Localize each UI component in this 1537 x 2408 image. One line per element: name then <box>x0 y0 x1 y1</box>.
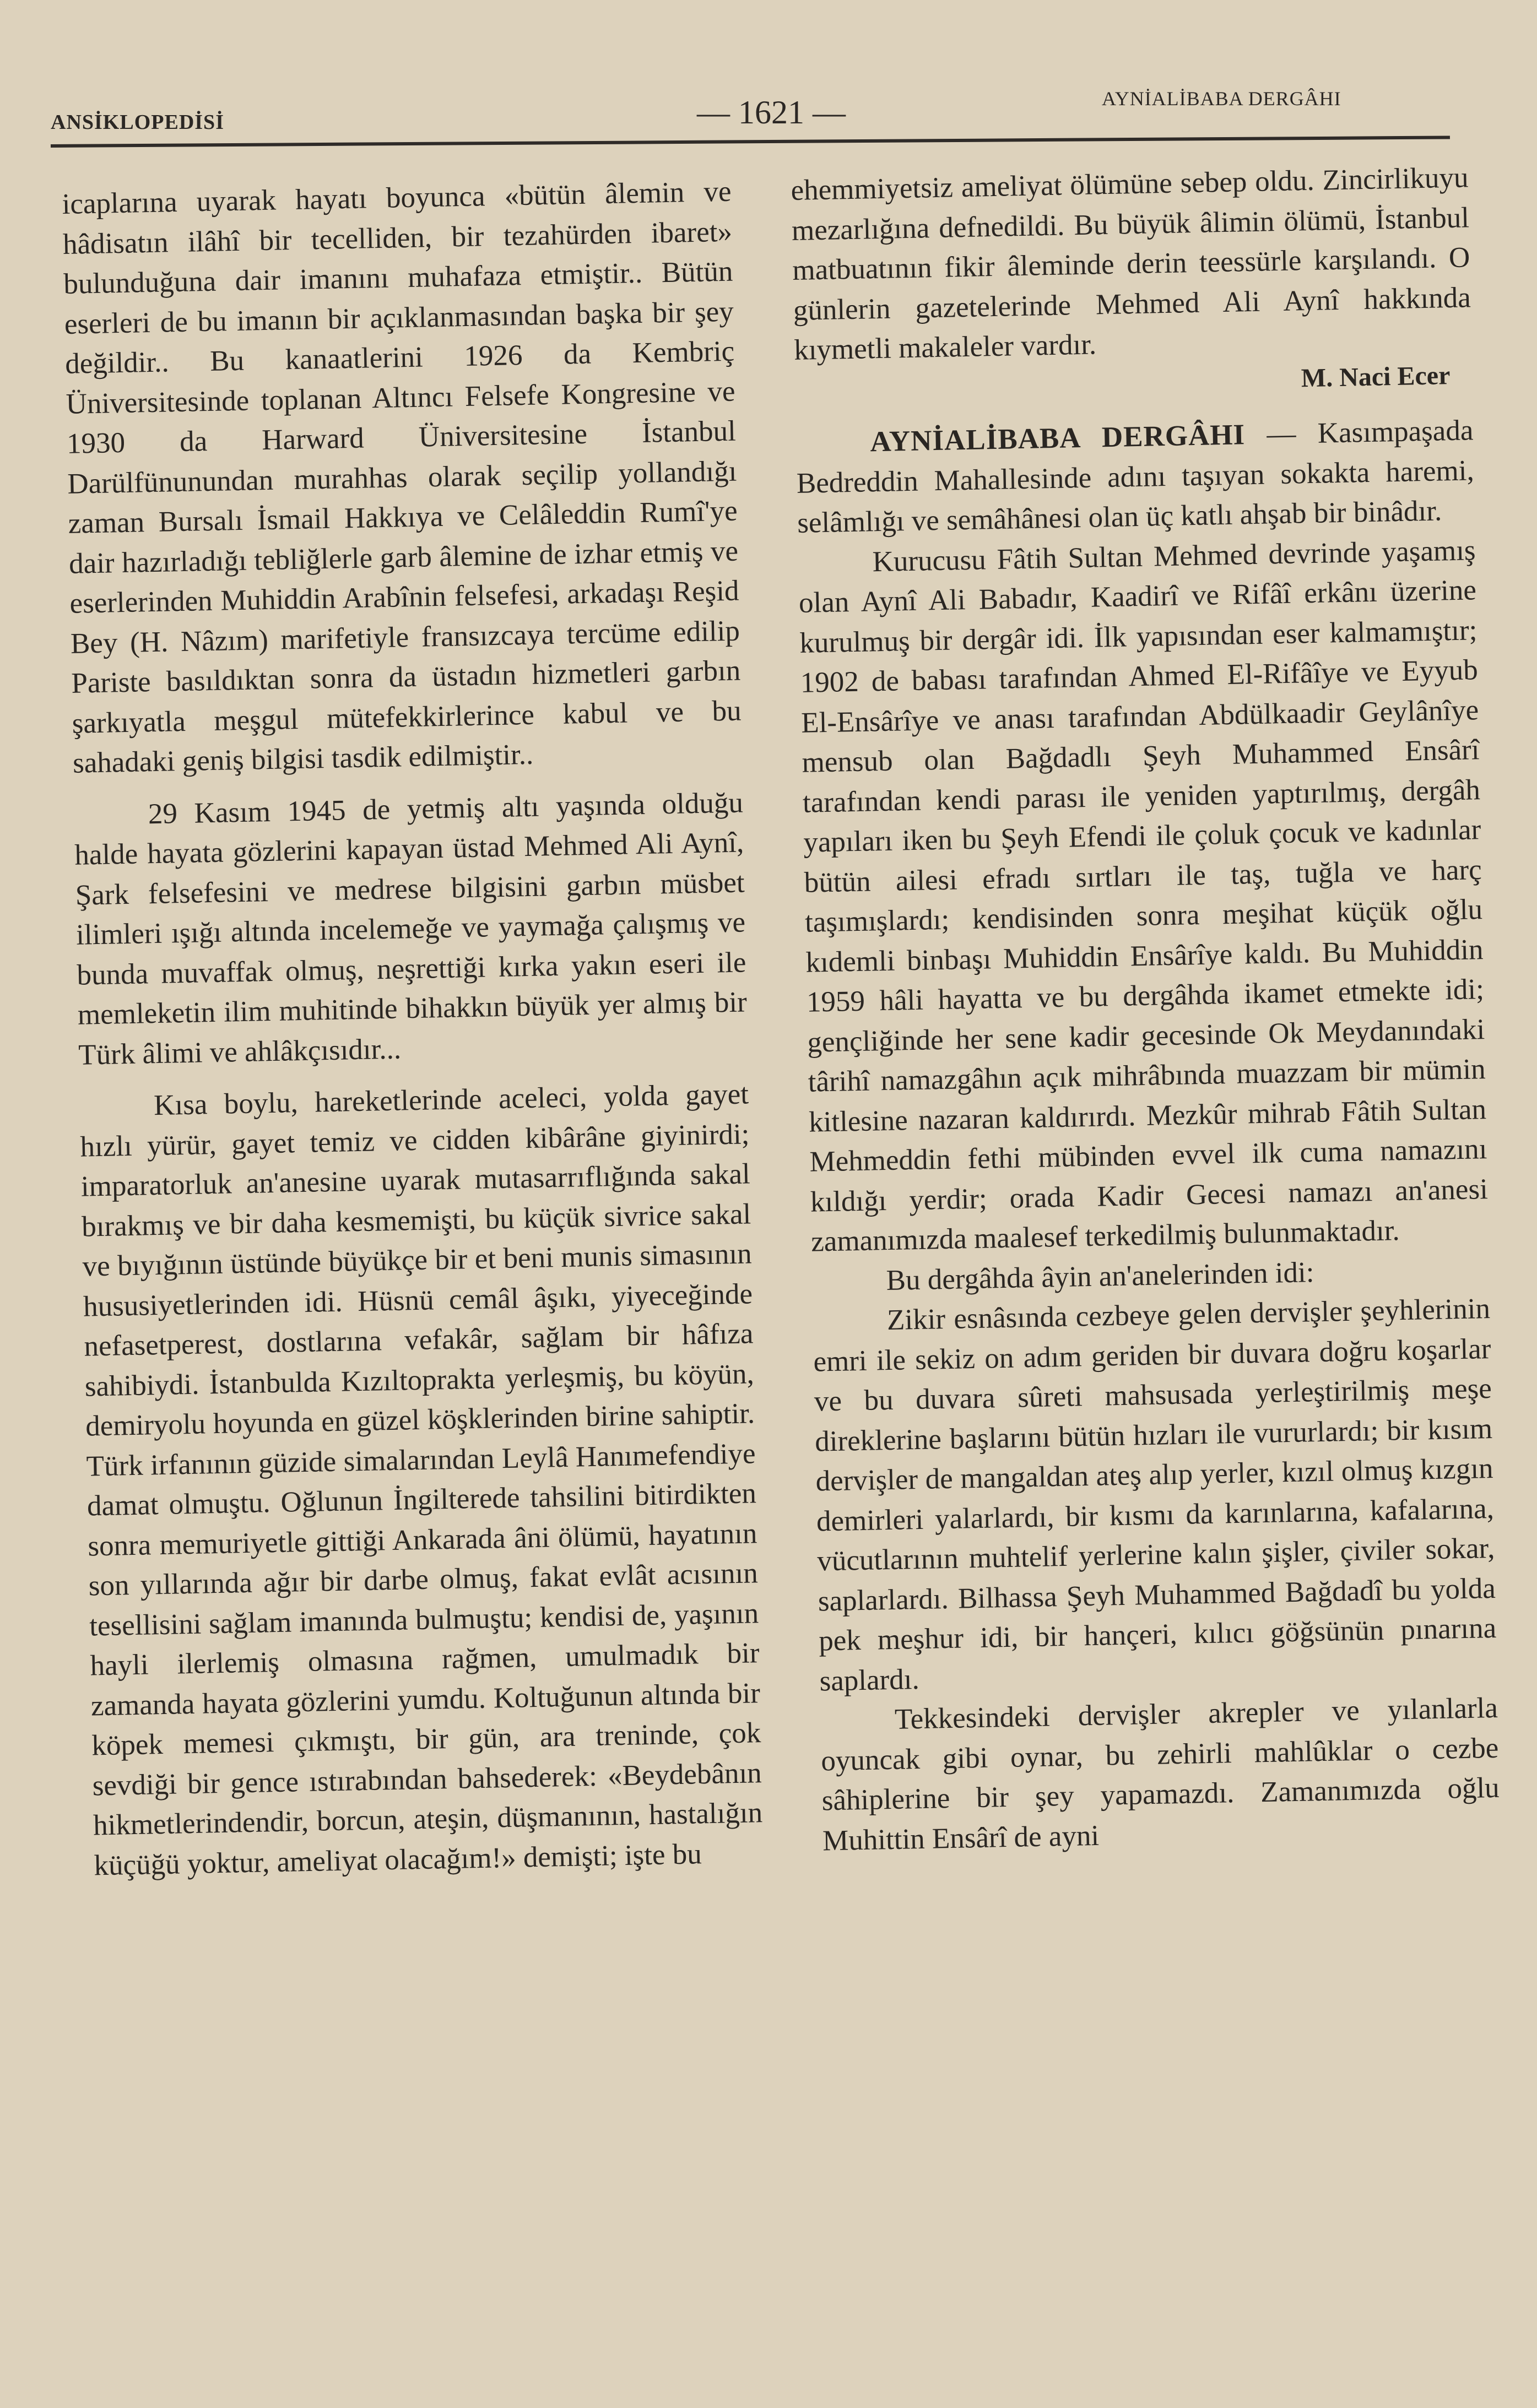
paragraph: icaplarına uyarak hayatı boyunca «bütün âlemin ve hâdisatın ilâhî bir tecelliden, bir tezahürden ibaret» bulunduğuna dair imanını muhafaza etmiştir.. Bütün eserleri de bu imanın bir açıklanmasından başka bir şey değildir.. Bu kanaatlerini 1926 da Kembriç Üniversitesinde toplanan Altıncı Felsefe Kongresine ve 1930 da Harward Üniversitesine İstanbul Darülfünunundan murahhas olarak seçilip yollandığı zaman Bursalı İsmail Hakkıya ve Celâleddin Rumî'ye dair hazırladığı tebliğlerle garb âlemine de izhar etmiş ve eserlerinden Muhiddin Arabînin felsefesi, arkadaşı Reşid Bey (H. Nâzım) marifetiyle fransızcaya tercüme edilip Pariste basıldıktan sonra da üstadın hizmetleri garbın şarkıyatla meşgul mütefekkirlerince kabul ve bu sahadaki geniş bilgisi tasdik edilmiştir.. <box>62 175 742 779</box>
right-column <box>791 158 1501 1861</box>
entry-intro <box>795 410 1475 543</box>
entry-title: AYNİALİBABA DERGÂHI <box>869 419 1246 458</box>
author-signature: M. Naci Ecer <box>1301 360 1451 393</box>
paragraph: 29 Kasım 1945 de yetmiş altı yaşında olduğu halde hayata gözlerini kapayan üstad Mehmed Ali Aynî, Şark felsefesini ve medrese bilgisini garbın müsbet ilimleri ışığı altında incelemeğe ve yaymağa çalışmış ve bunda muvaffak olmuş, neşrettiği kırka yakın eseri ile memleketin ilim muhitinde bihakkın büyük yer almış bir Türk âlimi ve ahlâkçısıdır... <box>74 786 748 1071</box>
paragraph: Bu dergâhda âyin an'anelerinden idi: <box>886 1256 1314 1297</box>
left-column <box>62 172 764 1886</box>
running-header-right: AYNİALİBABA DERGÂHI <box>1102 88 1341 110</box>
paragraph: Kurucusu Fâtih Sultan Mehmed devrinde yaşamış olan Aynî Ali Babadır, Kaadirî ve Rifâî erkânı üzerine kurulmuş bir dergâr idi. İlk yapısından eser kalmamıştır; 1902 de babası tarafından Ahmed El-Rifâîye ve Eyyub El-Ensârîye ve anası tarafından Abdülkaadir Geylânîye mensub olan Bağdadlı Şeyh Muhammed Ensârî tarafından kendi parası ile yeniden yaptırılmış, dergâh yapıları iken bu Şeyh Efendi ile çoluk çocuk ve kadınlar bütün ailesi efradı sırtları ile taş, tuğla ve harç taşımışlardı; kendisinden sonra meşihat küçük oğlu kıdemli binbaşı Muhiddin Ensârîye kaldı. Bu Muhiddin 1959 hâli hayatta ve bu dergâhda ikamet etmekte idi; gençliğinde her sene kadir gecesinde Ok Meydanındaki târihî namazgâhın açık mihrâbında muazzam bir mümin kitlesine nazaran kaldırırdı. Mezkûr mihrab Fâtih Sultan Mehmeddin fethi mübinden evvel ilk cuma namazını kıldığı yerdir; orada Kadir Gecesi namazı an'anesi zamanımızda maalesef terkedilmiş bulunmaktadır. <box>798 534 1489 1258</box>
paragraph: Kısa boylu, hareketlerinde aceleci, yolda gayet hızlı yürür, gayet temiz ve cidden kibârâne giyinirdi; imparatorluk an'anesine uyarak mutasarrıflığında sakal bırakmış ve bir daha kesmemişti, bu küçük sivrice sakal ve bıyığının üstünde büyükçe bir et beni munis simasının hususiyetlerinden idi. Hüsnü cemâl âşıkı, yiyeceğinde nefasetperest, dostlarına vefakâr, sağlam bir hâfıza sahibiydi. İstanbulda Kızıltoprakta yerleşmiş, bu köyün, demiryolu hoyunda en güzel köşklerinden birine sahiptir. Türk irfanının güzide simalarından Leylâ Hanımefendiye damat olmuştu. Oğlunun İngilterede tahsilini bitirdikten sonra memuriyetle gittiği Ankarada âni ölümü, hayatının son yıllarında ağır bir darbe olmuş, fakat evlât acısının tesellisini sağlam imanında bulmuştu; kendisi de, yaşının hayli ilerlemiş olmasına rağmen, umulmadık bir zamanda hayata gözlerini yumdu. Koltuğunun altında bir köpek memesi çıkmıştı, bir gün, ara treninde, çok sevdiği bir gence ıstırabından bahsederek: «Beydebânın hikmetlerindendir, borcun, ateşin, düşmanının, hastalığın küçüğü yoktur, ameliyat olacağım!» demişti; işte bu <box>79 1078 763 1881</box>
paragraph: ehemmiyetsiz ameliyat ölümüne sebep oldu. Zincirlikuyu mezarlığına defnedildi. Bu büyük âlimin ölümü, İstanbul matbuatının fikir âleminde derin teessürle karşılandı. O günlerin gazetelerinde Mehmed Ali Aynî hakkında kıymetli makaleler vardır. <box>791 161 1471 366</box>
header-rule <box>51 135 1450 148</box>
entry-lead: — Kasımpaşada Bedreddin Mahallesinde adını taşıyan sokakta haremi, selâmlığı ve semâhânesi olan üç katlı ahşab bir binâdır. <box>796 414 1475 539</box>
running-header-left: ANSİKLOPEDİSİ <box>51 111 224 134</box>
page-number: — 1621 — <box>697 94 846 131</box>
paragraph: Tekkesindeki dervişler akrepler ve yılanlarla oyuncak gibi oynar, bu zehirli mahlûklar o cezbe sâhiplerine bir şey yapamazdı. Zamanımızda oğlu Muhittin Ensârî de ayni <box>820 1691 1500 1857</box>
paragraph: Zikir esnâsında cezbeye gelen dervişler şeyhlerinin emri ile sekiz on adım geriden bir duvara doğru koşarlar ve bu duvara sûreti mahsusada yerleştirilmiş meşe direklerine başlarını bütün hızları ile vururlardı; bir kısım dervişler de mangaldan ateş alıp yerler, kızıl olmuş kızgın demirleri yalarlardı, bir kısmı da karınlarına, kafalarına, vücutlarının muhtelif yerlerine kalın şişler, çiviler sokar, saplarlardı. Bilhassa Şeyh Muhammed Bağdadî bu yolda pek meşhur idi, bir hançeri, kılıcı göğsünün pınarına saplardı. <box>813 1293 1497 1697</box>
